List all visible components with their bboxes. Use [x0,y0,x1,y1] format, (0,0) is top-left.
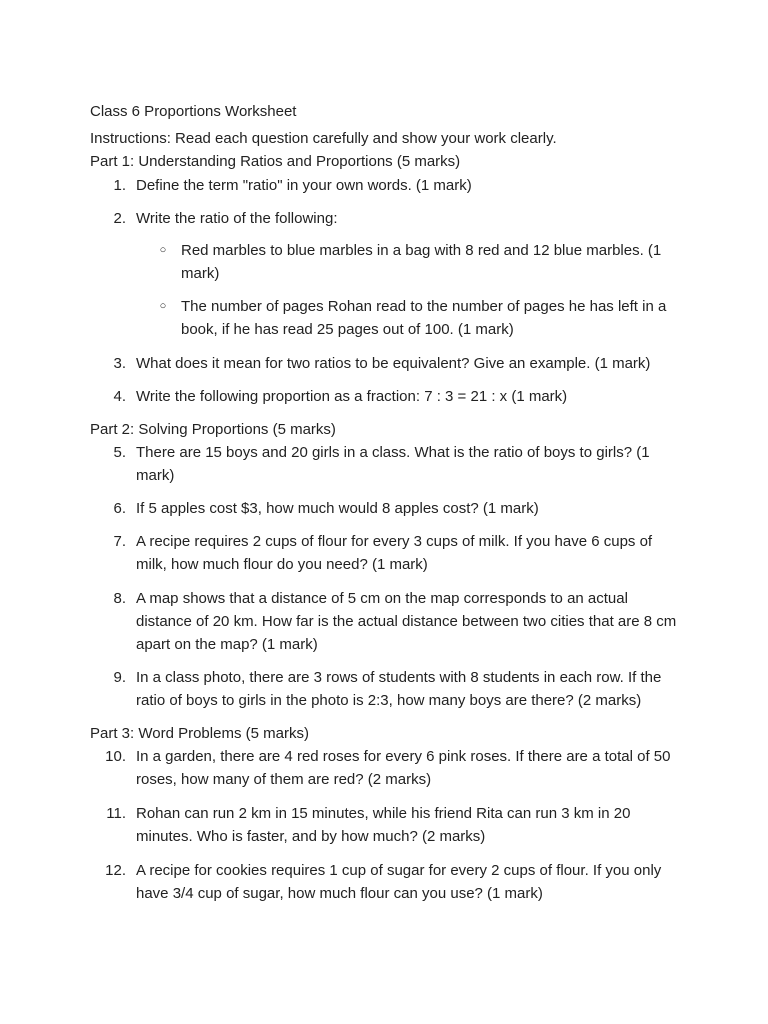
question-number: 8. [113,590,126,607]
circle-bullet-icon: ○ [159,244,167,256]
part3-heading: Part 3: Word Problems (5 marks) [90,725,309,742]
circle-bullet-icon: ○ [159,300,167,312]
question-number: 9. [113,669,126,686]
question-number: 7. [113,533,126,550]
question-number: 4. [113,388,126,405]
question-number: 3. [113,355,126,372]
question-text: In a class photo, there are 3 rows of students with 8 students in each row. If the ratio of boys to girls in the photo is 2:3, how many boys are there? (2 marks) [136,669,662,709]
sub-question-text: Red marbles to blue marbles in a bag with 8 red and 12 blue marbles. (1 mark) [181,242,662,282]
question-number: 2. [113,210,126,227]
part1-heading: Part 1: Understanding Ratios and Proportions (5 marks) [90,153,461,170]
question-text: If 5 apples cost $3, how much would 8 apples cost? (1 mark) [136,500,539,517]
question-number: 6. [113,500,126,517]
question-text: A recipe for cookies requires 1 cup of sugar for every 2 cups of flour. If you only have 3/4 cup of sugar, how much flour can you use? (1 mark) [136,862,662,902]
instructions-text: Instructions: Read each question carefully and show your work clearly. [90,130,557,147]
question-text: Write the following proportion as a fraction: 7 : 3 = 21 : x (1 mark) [136,388,568,405]
question-text: Rohan can run 2 km in 15 minutes, while his friend Rita can run 3 km in 20 minutes. Who is faster, and by how much? (2 marks) [136,805,631,845]
question-text: A map shows that a distance of 5 cm on the map corresponds to an actual distance of 20 km. How far is the actual distance between two cities that are 8 cm apart on the map? (1 mark) [136,590,677,653]
question-number: 12. [105,862,126,879]
question-number: 5. [113,444,126,461]
question-text: Define the term "ratio" in your own words. (1 mark) [136,177,472,194]
question-number: 1. [113,177,126,194]
question-text: In a garden, there are 4 red roses for every 6 pink roses. If there are a total of 50 roses, how many of them are red? (2 marks) [136,748,671,788]
question-text: What does it mean for two ratios to be equivalent? Give an example. (1 mark) [136,355,651,372]
question-text: A recipe requires 2 cups of flour for every 3 cups of milk. If you have 6 cups of milk, how much flour do you need? (1 mark) [136,533,653,573]
sub-question-text: The number of pages Rohan read to the number of pages he has left in a book, if he has read 25 pages out of 100. (1 mark) [181,298,667,338]
question-text: There are 15 boys and 20 girls in a class. What is the ratio of boys to girls? (1 mark) [136,444,650,484]
page-title: Class 6 Proportions Worksheet [90,103,297,120]
question-number: 11. [106,805,126,822]
question-text: Write the ratio of the following: [136,210,338,227]
question-number: 10. [105,748,126,765]
part2-heading: Part 2: Solving Proportions (5 marks) [90,421,336,438]
